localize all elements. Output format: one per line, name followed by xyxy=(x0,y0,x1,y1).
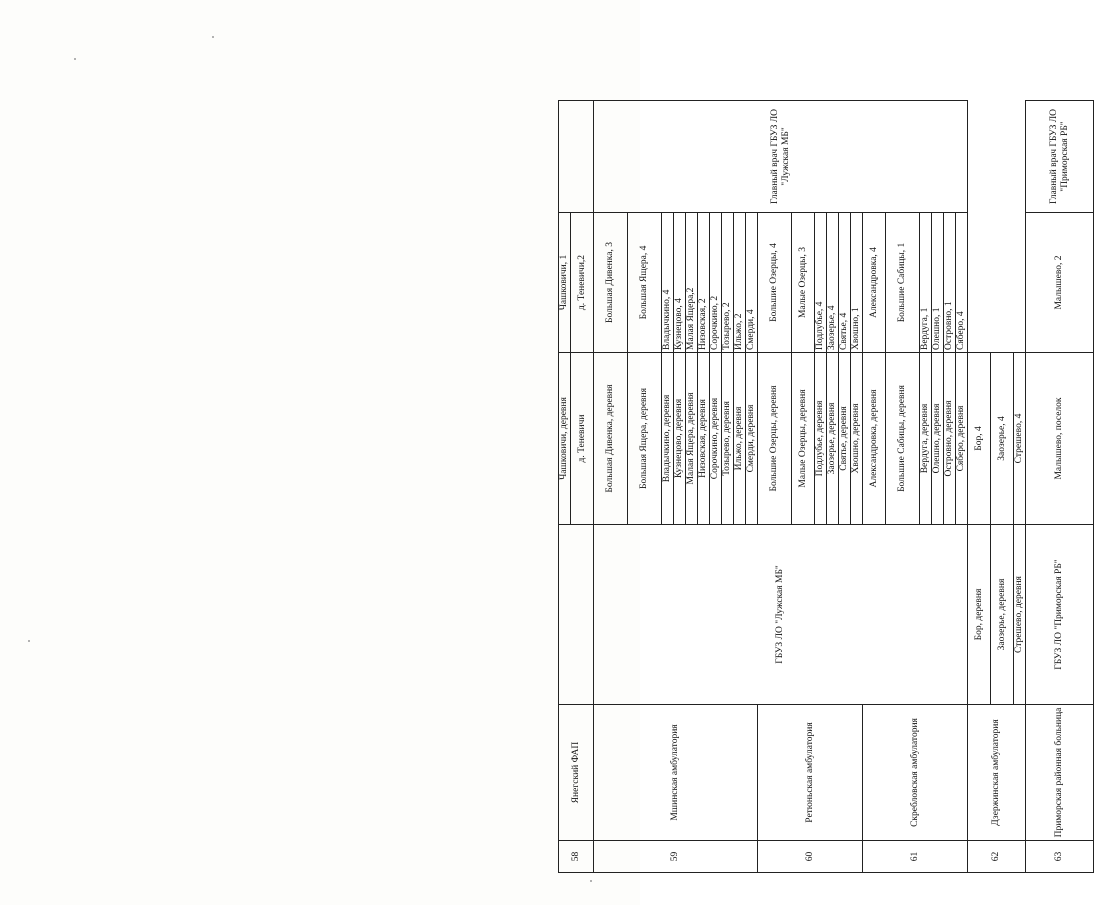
organization: ГБУЗ ЛО "Лужская МБ" xyxy=(594,525,968,705)
settlement: Бор, деревня xyxy=(968,525,991,705)
settlement-count: Низовская, 2 xyxy=(698,213,710,353)
settlement-count: Владычкино, 4 xyxy=(662,213,674,353)
settlement-count: Малая Ящера,2 xyxy=(686,213,698,353)
settlement: Большая Дивенка, деревня xyxy=(594,353,628,525)
facility-name: Скребловская амбулатория xyxy=(863,705,968,841)
settlement: Владычкино, деревня xyxy=(662,353,674,525)
responsible: Главный врач ГБУЗ ЛО "Лужская МБ" xyxy=(594,101,968,213)
settlement-count: Кузнецово, 4 xyxy=(674,213,686,353)
table-row xyxy=(968,101,991,873)
settlement: Малышево, поселок xyxy=(1026,353,1094,525)
settlement: Малые Озерцы, деревня xyxy=(792,353,815,525)
settlement: Вердуга, деревня xyxy=(920,353,932,525)
settlement: Чашковичи, деревня xyxy=(559,353,571,525)
settlement: Смерди, деревня xyxy=(746,353,758,525)
settlement: Большая Ящера, деревня xyxy=(628,353,662,525)
settlement: Стрешево, деревня xyxy=(1014,525,1026,705)
row-number: 59 xyxy=(594,841,758,873)
settlement-count: Заозерье, 4 xyxy=(991,353,1014,525)
settlement-count: Александровка, 4 xyxy=(863,213,886,353)
settlement: Сяберо, деревня xyxy=(956,353,968,525)
organization: ГБУЗ ЛО "Приморская РБ" xyxy=(1026,525,1094,705)
settlement: Островно, деревня xyxy=(944,353,956,525)
settlement: Олешно, деревня xyxy=(932,353,944,525)
settlement-count: Островно, 1 xyxy=(944,213,956,353)
facility-name: Ретюньская амбулатория xyxy=(758,705,863,841)
settlement-count: Большие Сабицы, 1 xyxy=(886,213,920,353)
row-number: 62 xyxy=(968,841,1026,873)
settlement-count: Святье, 4 xyxy=(839,213,851,353)
table-row xyxy=(559,101,571,873)
table-row xyxy=(758,101,792,873)
settlement-count: Большие Озерцы, 4 xyxy=(758,213,792,353)
row-number: 60 xyxy=(758,841,863,873)
settlement: Александровка, деревня xyxy=(863,353,886,525)
settlement: Подлубье, деревня xyxy=(815,353,827,525)
settlement: Сорочкино, деревня xyxy=(710,353,722,525)
settlement-count: Хвошно, 1 xyxy=(851,213,863,353)
settlement: Большие Озерцы, деревня xyxy=(758,353,792,525)
settlement-count: Ильжо, 2 xyxy=(734,213,746,353)
row-number: 63 xyxy=(1026,841,1094,873)
settlement-count: д. Теневичи,2 xyxy=(571,213,594,353)
scan-speck xyxy=(590,880,592,882)
facilities-table xyxy=(558,100,1094,873)
settlement: Кузнецово, деревня xyxy=(674,353,686,525)
settlement-count: Чашковичи, 1 xyxy=(559,213,571,353)
row-number: 58 xyxy=(559,841,594,873)
settlement: Большие Сабицы, деревня xyxy=(886,353,920,525)
settlement-count: Смерди, 4 xyxy=(746,213,758,353)
facility-name: Приморская районная больница xyxy=(1026,705,1094,841)
table-row xyxy=(594,101,628,873)
settlement-count: Тозырево, 2 xyxy=(722,213,734,353)
settlement: Малая Ящера, деревня xyxy=(686,353,698,525)
settlement-count: Стрешево, 4 xyxy=(1014,353,1026,525)
settlement: Святье, деревня xyxy=(839,353,851,525)
row-number: 61 xyxy=(863,841,968,873)
settlement-count: Сяберо, 4 xyxy=(956,213,968,353)
settlement: Низовская, деревня xyxy=(698,353,710,525)
settlement-count: Подлубье, 4 xyxy=(815,213,827,353)
responsible: Главный врач ГБУЗ ЛО "Приморская РБ" xyxy=(1026,101,1094,213)
settlement-count: Сорочкино, 2 xyxy=(710,213,722,353)
rotated-table-sheet xyxy=(558,101,1070,873)
scan-speck xyxy=(212,36,214,38)
facility-name: Дзержинская амбулатория xyxy=(968,705,1026,841)
settlement-count: Вердуга, 1 xyxy=(920,213,932,353)
settlement: Хвошно, деревня xyxy=(851,353,863,525)
scan-speck xyxy=(74,58,76,60)
responsible xyxy=(559,101,594,213)
table-row xyxy=(863,101,886,873)
scan-speck xyxy=(28,640,30,642)
settlement: Заозерье, деревня xyxy=(827,353,839,525)
facility-name: Янегский ФАП xyxy=(559,705,594,841)
facility-name: Мшинская амбулатория xyxy=(594,705,758,841)
settlement: Заозерье, деревня xyxy=(991,525,1014,705)
settlement-count: Малые Озерцы, 3 xyxy=(792,213,815,353)
organization xyxy=(559,525,594,705)
settlement: Тозырево, деревня xyxy=(722,353,734,525)
settlement-count: Бор, 4 xyxy=(968,353,991,525)
settlement-count: Олешно, 1 xyxy=(932,213,944,353)
settlement: д. Теневичи xyxy=(571,353,594,525)
settlement-count: Большая Дивенка, 3 xyxy=(594,213,628,353)
table-row xyxy=(1026,101,1094,873)
settlement-count: Малышево, 2 xyxy=(1026,213,1094,353)
settlement-count: Заозерье, 4 xyxy=(827,213,839,353)
settlement-count: Большая Ящера, 4 xyxy=(628,213,662,353)
settlement: Ильжо, деревня xyxy=(734,353,746,525)
